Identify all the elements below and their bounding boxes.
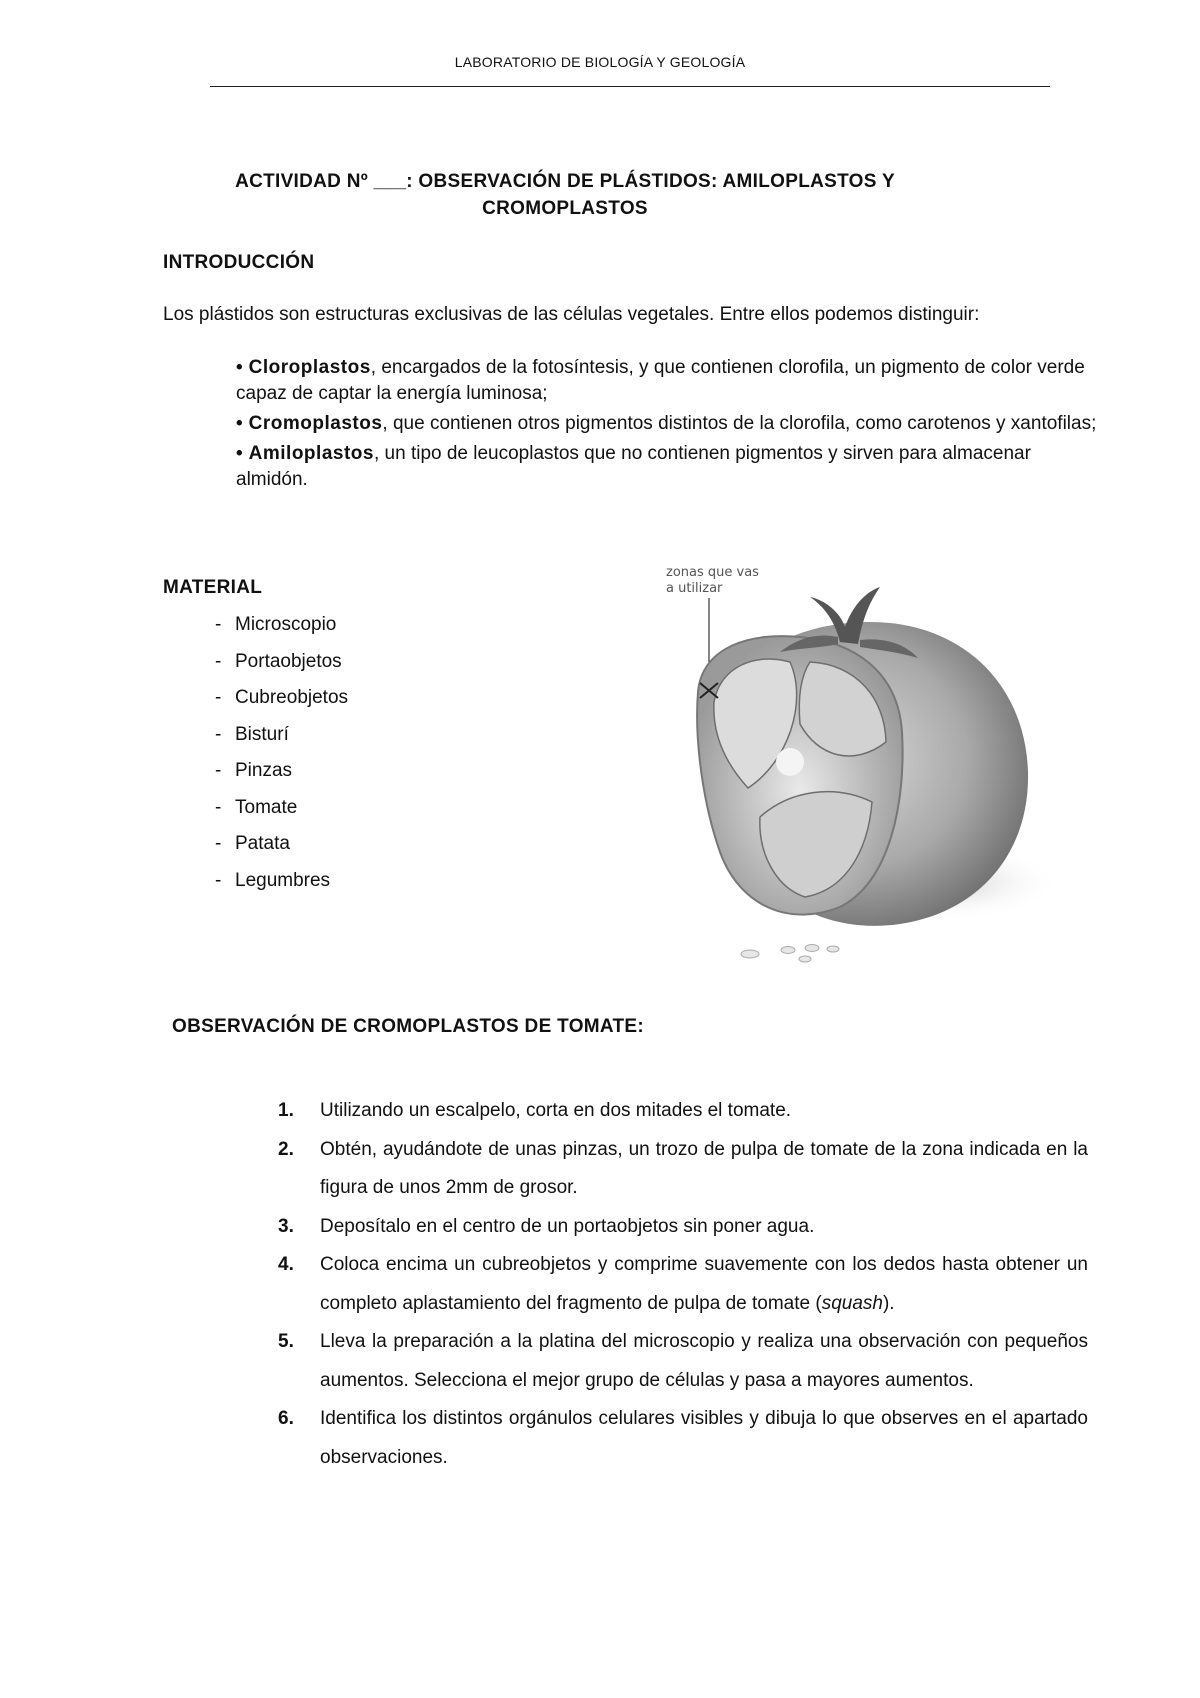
step-number: 2. bbox=[278, 1138, 294, 1160]
list-item bbox=[236, 441, 1106, 493]
plastid-types-list bbox=[236, 355, 1106, 497]
introduction-heading: INTRODUCCIÓN bbox=[163, 252, 315, 273]
step-item bbox=[278, 1208, 1088, 1247]
material-item: Tomate bbox=[235, 796, 298, 818]
header-divider bbox=[210, 86, 1050, 87]
step-text: Identifica los distintos orgánulos celulares visibles y dibuja lo que observes en el apartado observaciones. bbox=[320, 1408, 1088, 1468]
item-text: , encargados de la fotosíntesis, y que contienen clorofila, un pigmento de color verde capaz de captar la energía luminosa; bbox=[236, 357, 1085, 404]
tomato-drawing bbox=[640, 552, 1080, 972]
step-text: Lleva la preparación a la platina del microscopio y realiza una observación con pequeños aumentos. Selecciona el mejor grupo de células y pasa a mayores aumentos. bbox=[320, 1331, 1088, 1391]
item-text: , que contienen otros pigmentos distintos de la clorofila, como carotenos y xantofilas; bbox=[382, 413, 1097, 434]
list-item bbox=[236, 411, 1106, 437]
step-number: 6. bbox=[278, 1408, 294, 1429]
observation-heading: OBSERVACIÓN DE CROMOPLASTOS DE TOMATE: bbox=[172, 1016, 645, 1037]
introduction-text: Los plástidos son estructuras exclusivas de las células vegetales. Entre ellos podemos distinguir: bbox=[163, 304, 980, 325]
material-item: Cubreobjetos bbox=[235, 687, 349, 708]
term-amyloplasts: Amiloplastos bbox=[248, 443, 374, 464]
figure-label-line-2: a utilizar bbox=[666, 581, 723, 596]
list-item: - Tomate bbox=[215, 796, 298, 818]
step-number: 5. bbox=[278, 1331, 294, 1352]
step-text: Utilizando un escalpelo, corta en dos mitades el tomate. bbox=[320, 1100, 792, 1121]
bullet-icon: • bbox=[236, 443, 243, 464]
step-text-part: Coloca encima un cubreobjetos y comprime suavemente con los dedos hasta obtener un completo aplastamiento del fragmento de pulpa de tomate ( bbox=[320, 1254, 1088, 1314]
title-line-2: CROMOPLASTOS bbox=[482, 198, 648, 219]
step-item bbox=[278, 1246, 1088, 1323]
step-item bbox=[278, 1131, 1088, 1208]
step-item bbox=[278, 1323, 1088, 1400]
item-text: , un tipo de leucoplastos que no contienen pigmentos y sirven para almacenar almidón. bbox=[236, 443, 1031, 490]
term-chloroplasts: Cloroplastos bbox=[248, 357, 371, 378]
material-item: Microscopio bbox=[235, 614, 337, 635]
step-number: 1. bbox=[278, 1100, 294, 1121]
term-chromoplasts: Cromoplastos bbox=[248, 413, 383, 434]
list-item: - Microscopio bbox=[215, 614, 337, 635]
step-item bbox=[278, 1400, 1088, 1477]
list-item bbox=[236, 355, 1106, 407]
step-number: 4. bbox=[278, 1254, 294, 1275]
list-item: - Patata bbox=[215, 833, 290, 854]
list-item: - Portaobjetos bbox=[215, 650, 342, 672]
list-item: - Legumbres bbox=[215, 869, 331, 891]
page-header: LABORATORIO DE BIOLOGÍA Y GEOLOGÍA bbox=[454, 54, 746, 70]
figure-label-line-1: zonas que vas bbox=[666, 565, 759, 580]
material-item: Portaobjetos bbox=[235, 650, 342, 672]
procedure-steps bbox=[278, 1092, 1088, 1477]
material-item: Patata bbox=[235, 833, 290, 854]
step-text bbox=[320, 1246, 1088, 1323]
tomato-illustration bbox=[640, 552, 1080, 972]
step-text: Obtén, ayudándote de unas pinzas, un trozo de pulpa de tomate de la zona indicada en la figura de unos 2mm de grosor. bbox=[320, 1138, 1088, 1198]
title-line-1: ACTIVIDAD Nº ___: OBSERVACIÓN DE PLÁSTIDOS: AMILOPLASTOS Y bbox=[235, 171, 895, 192]
material-heading: MATERIAL bbox=[163, 577, 263, 598]
material-item: Legumbres bbox=[235, 869, 331, 891]
list-item: - Bisturí bbox=[215, 723, 289, 745]
step-text-part: ). bbox=[882, 1292, 895, 1314]
material-item: Bisturí bbox=[235, 723, 289, 745]
activity-title bbox=[150, 168, 980, 222]
tomato-seeds bbox=[741, 945, 839, 963]
step-item bbox=[278, 1092, 1088, 1131]
step-text-italic: squash bbox=[821, 1292, 883, 1314]
bullet-icon: • bbox=[236, 413, 243, 434]
bullet-icon: • bbox=[236, 357, 243, 378]
material-list bbox=[215, 612, 348, 904]
step-text: Deposítalo en el centro de un portaobjetos sin poner agua. bbox=[320, 1215, 815, 1237]
step-number: 3. bbox=[278, 1215, 294, 1237]
list-item: - Cubreobjetos bbox=[215, 687, 349, 708]
list-item: - Pinzas bbox=[215, 760, 293, 781]
tomato-core bbox=[776, 748, 804, 776]
material-item: Pinzas bbox=[235, 760, 293, 781]
